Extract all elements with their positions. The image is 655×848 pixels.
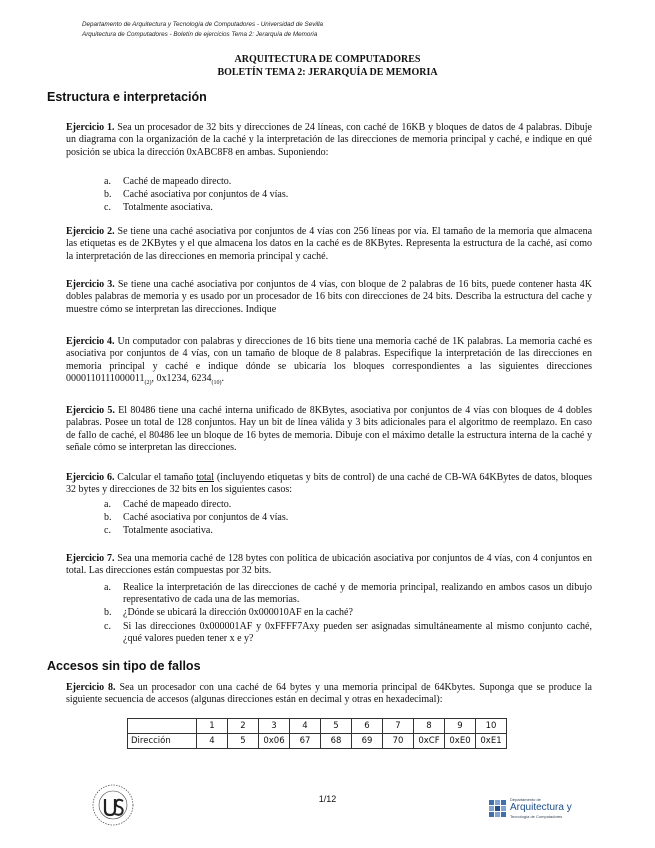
exercise-5-text: El 80486 tiene una caché interna unificado de 8KBytes, asociativa por conjuntos de 4 vías con bloques de 4 dobles palabras. Posee un total de 128 conjuntos. Hay un bit de línea válida y 3 bits adicionales para el algoritmo de reemplazo. En caso de fallo de caché, el 80486 lee un bloque de 16 bytes de memoria. Dibuje con el máximo detalle la estructura interna de la caché y señale cómo se interpretan las direcciones.	[66, 405, 592, 453]
exercise-1-item-a: a. Caché de mapeado directo.	[104, 176, 232, 187]
table-header-cell: 8	[414, 719, 445, 734]
exercise-6: Ejercicio 6. Calcular el tamaño total (incluyendo etiquetas y bits de control) de una caché de CB-WA 64KBytes de datos, bloques 32 bytes y direcciones de 32 bits en los siguientes casos:	[66, 472, 592, 496]
table-corner-cell	[128, 719, 197, 734]
page-number: 1/12	[318, 794, 337, 804]
table-cell: 0x06	[259, 734, 290, 749]
table-cell: 67	[290, 734, 321, 749]
exercise-1	[66, 122, 592, 159]
header-line-2: Arquitectura de Computadores - Boletín de ejercicios Tema 2: Jerarquía de Memoria	[82, 31, 318, 38]
exercise-4-label: Ejercicio 4.	[66, 336, 115, 347]
exercise-4-base-2: (2)	[144, 379, 152, 386]
exercise-6-item-c: c. Totalmente asociativa.	[104, 525, 213, 536]
university-seal-logo	[90, 782, 136, 828]
table-cell: 70	[383, 734, 414, 749]
exercise-5-label: Ejercicio 5.	[66, 405, 115, 416]
exercise-2	[66, 226, 592, 263]
table-row	[128, 734, 507, 749]
exercise-7-text: Sea una memoria caché de 128 bytes con política de ubicación asociativa por conjuntos de 4 vías, con 4 conjuntos en total. Las direcciones están compuestas por 32 bits.	[66, 553, 593, 577]
table-cell: 5	[228, 734, 259, 749]
exercise-6-item-b: b. Caché asociativa por conjuntos de 4 vías.	[104, 512, 289, 523]
exercise-1-label: Ejercicio 1.	[66, 122, 115, 133]
table-header-cell: 9	[445, 719, 476, 734]
exercise-7-item-b: b. ¿Dónde se ubicará la dirección 0x000010AF en la caché?	[104, 607, 353, 618]
exercise-7-label: Ejercicio 7.	[66, 553, 115, 564]
table-cell: 0xCF	[414, 734, 445, 749]
table-header-row	[128, 719, 507, 734]
table-header-cell: 2	[228, 719, 259, 734]
exercise-8-label: Ejercicio 8.	[66, 682, 116, 693]
table-header-cell: 4	[290, 719, 321, 734]
table-cell: 68	[321, 734, 352, 749]
table-header-cell: 3	[259, 719, 290, 734]
exercise-5	[66, 405, 592, 454]
section-heading-accesses: Accesos sin tipo de fallos	[47, 659, 201, 673]
exercise-1-text: Sea un procesador de 32 bits y direcciones de 24 líneas, con caché de 16KB y bloques de datos de 4 palabras. Dibuje un diagrama con la organización de la caché y la interpretación de las direcciones de memoria principal y caché, e indique en qué posición se ubica la dirección 0xABC8F8 en ambas. Suponiendo:	[66, 122, 592, 158]
access-sequence-table	[127, 718, 507, 749]
exercise-4-text: Un computador con palabras y direcciones de 16 bits tiene una memoria caché de 1K palabras. La memoria caché es asociativa por conjuntos de 4 vías, con un tamaño de bloque de 8 palabras. Especifique la interpretación de las direcciones en memoria principal y caché e indique dónde se ubicaría los bloques correspondientes a las siguientes direcciones 0000110111000011	[66, 336, 593, 384]
table-header-cell: 10	[476, 719, 507, 734]
table-header-cell: 5	[321, 719, 352, 734]
exercise-4-base-10: (10)	[211, 379, 222, 386]
table-header-cell: 6	[352, 719, 383, 734]
exercise-1-item-c: c. Totalmente asociativa.	[104, 202, 213, 213]
section-heading-structure: Estructura e interpretación	[47, 90, 207, 104]
exercise-7	[66, 553, 592, 578]
table-row-label: Dirección	[128, 734, 197, 749]
table-header-cell: 7	[383, 719, 414, 734]
table-cell: 69	[352, 734, 383, 749]
table-header-cell: 1	[197, 719, 228, 734]
exercise-8-text: Sea un procesador con una caché de 64 bytes y una memoria principal de 64Kbytes. Suponga que se produce la siguiente secuencia de accesos (algunas direcciones están en decimal y otras en hexadecimal):	[66, 682, 592, 706]
table-cell: 0xE0	[445, 734, 476, 749]
department-main-text: Arquitectura y	[510, 802, 572, 813]
exercise-3	[66, 279, 592, 316]
exercise-7-item-a: a. Realice la interpretación de las direcciones de caché y de memoria principal, realizando en ambos casos un dibujo representativo de cada una de las memorias.	[104, 582, 592, 606]
exercise-3-text: Se tiene una caché asociativa por conjuntos de 4 vías, con bloque de 2 palabras de 16 bits, puede contener hasta 4K dobles palabras de memoria y es usado por un procesador de 16 bits con direcciones de 24 bits. Describa la estructura del cache y muestre cómo se interpretan las direcciones. Indique	[66, 279, 592, 315]
header-line-1: Departamento de Arquitectura y Tecnología de Computadores - Universidad de Sevilla	[82, 21, 324, 28]
exercise-6-label: Ejercicio 6.	[66, 472, 115, 483]
document-title: ARQUITECTURA DE COMPUTADORES	[234, 54, 421, 65]
department-grid-icon	[488, 799, 508, 819]
exercise-2-text: Se tiene una caché asociativa por conjuntos de 4 vías con 256 líneas por vía. El tamaño de la memoria que almacena las etiquetas es de 2KBytes y el que almacena los datos en la caché es de 8KBytes. Representa la estructura de la caché, así como la interpretación de las direcciones en memoria principal y caché.	[66, 226, 593, 262]
exercise-6-underlined-total: total	[196, 472, 215, 483]
exercise-1-item-b: b. Caché asociativa por conjuntos de 4 vías.	[104, 189, 289, 200]
exercise-4: Ejercicio 4. Un computador con palabras y direcciones de 16 bits tiene una memoria caché de 1K palabras. La memoria caché es asociativa por conjuntos de 4 vías, con un tamaño de bloque de 8 palabras. Especifique la interpretación de las direcciones en memoria principal y caché e indique dónde se ubicaría los bloques correspondientes a las siguientes direcciones $0000110111000011_{(2)}$, 0x1234, $6234_{(10)}$.	[66, 336, 593, 386]
exercise-6-item-a: a. Caché de mapeado directo.	[104, 499, 232, 510]
department-sub-text: Tecnología de Computadores	[510, 814, 563, 819]
exercise-7-item-c: c. Si las direcciones 0x000001AF y 0xFFFF7Axy pueden ser asignadas simultáneamente al mismo conjunto caché, ¿qué valores pueden tener x e y?	[104, 621, 592, 645]
exercise-2-label: Ejercicio 2.	[66, 226, 115, 237]
exercise-8	[66, 682, 592, 707]
table-cell: 4	[197, 734, 228, 749]
document-subtitle: BOLETÍN TEMA 2: JERARQUÍA DE MEMORIA	[217, 67, 438, 78]
department-small-text: Departamento de	[510, 797, 541, 802]
table-cell: 0xE1	[476, 734, 507, 749]
exercise-3-label: Ejercicio 3.	[66, 279, 115, 290]
